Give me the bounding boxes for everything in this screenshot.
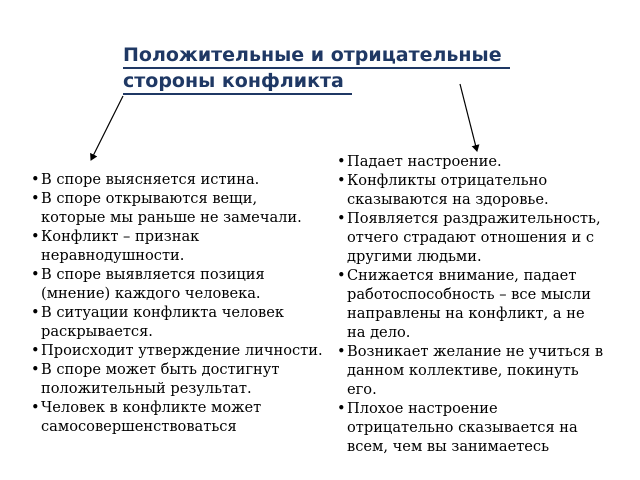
list-item: • Снижается внимание, падает работоспособность – все мысли направлены на конфликт, а не на дело. <box>337 266 605 342</box>
positive-list <box>31 170 323 436</box>
arrow-to-positive <box>91 96 123 160</box>
list-item: • Плохое настроение отрицательно сказывается на всем, чем вы занимаетесь <box>337 399 605 456</box>
arrow-to-negative <box>460 84 477 151</box>
title-line-2: стороны конфликта <box>123 69 352 95</box>
list-item: • Конфликты отрицательно сказываются на здоровье. <box>337 171 605 209</box>
list-item: • В споре выявляется позиция (мнение) каждого человека. <box>31 265 323 303</box>
list-item: • Появляется раздражительность, отчего страдают отношения и с другими людьми. <box>337 209 605 266</box>
negative-list <box>337 152 605 456</box>
list-item: • В ситуации конфликта человек раскрывается. <box>31 303 323 341</box>
list-item: • Человек в конфликте может самосовершенствоваться <box>31 398 323 436</box>
list-item: • Падает настроение. <box>337 152 605 171</box>
list-item: • Конфликт – признак неравнодушности. <box>31 227 323 265</box>
title-line-1: Положительные и отрицательные <box>123 43 510 69</box>
list-item: • В споре открываются вещи, которые мы раньше не замечали. <box>31 189 323 227</box>
list-item: • В споре выясняется истина. <box>31 170 323 189</box>
list-item: • Возникает желание не учиться в данном коллективе, покинуть его. <box>337 342 605 399</box>
list-item: • В споре может быть достигнут положительный результат. <box>31 360 323 398</box>
list-item: • Происходит утверждение личности. <box>31 341 323 360</box>
